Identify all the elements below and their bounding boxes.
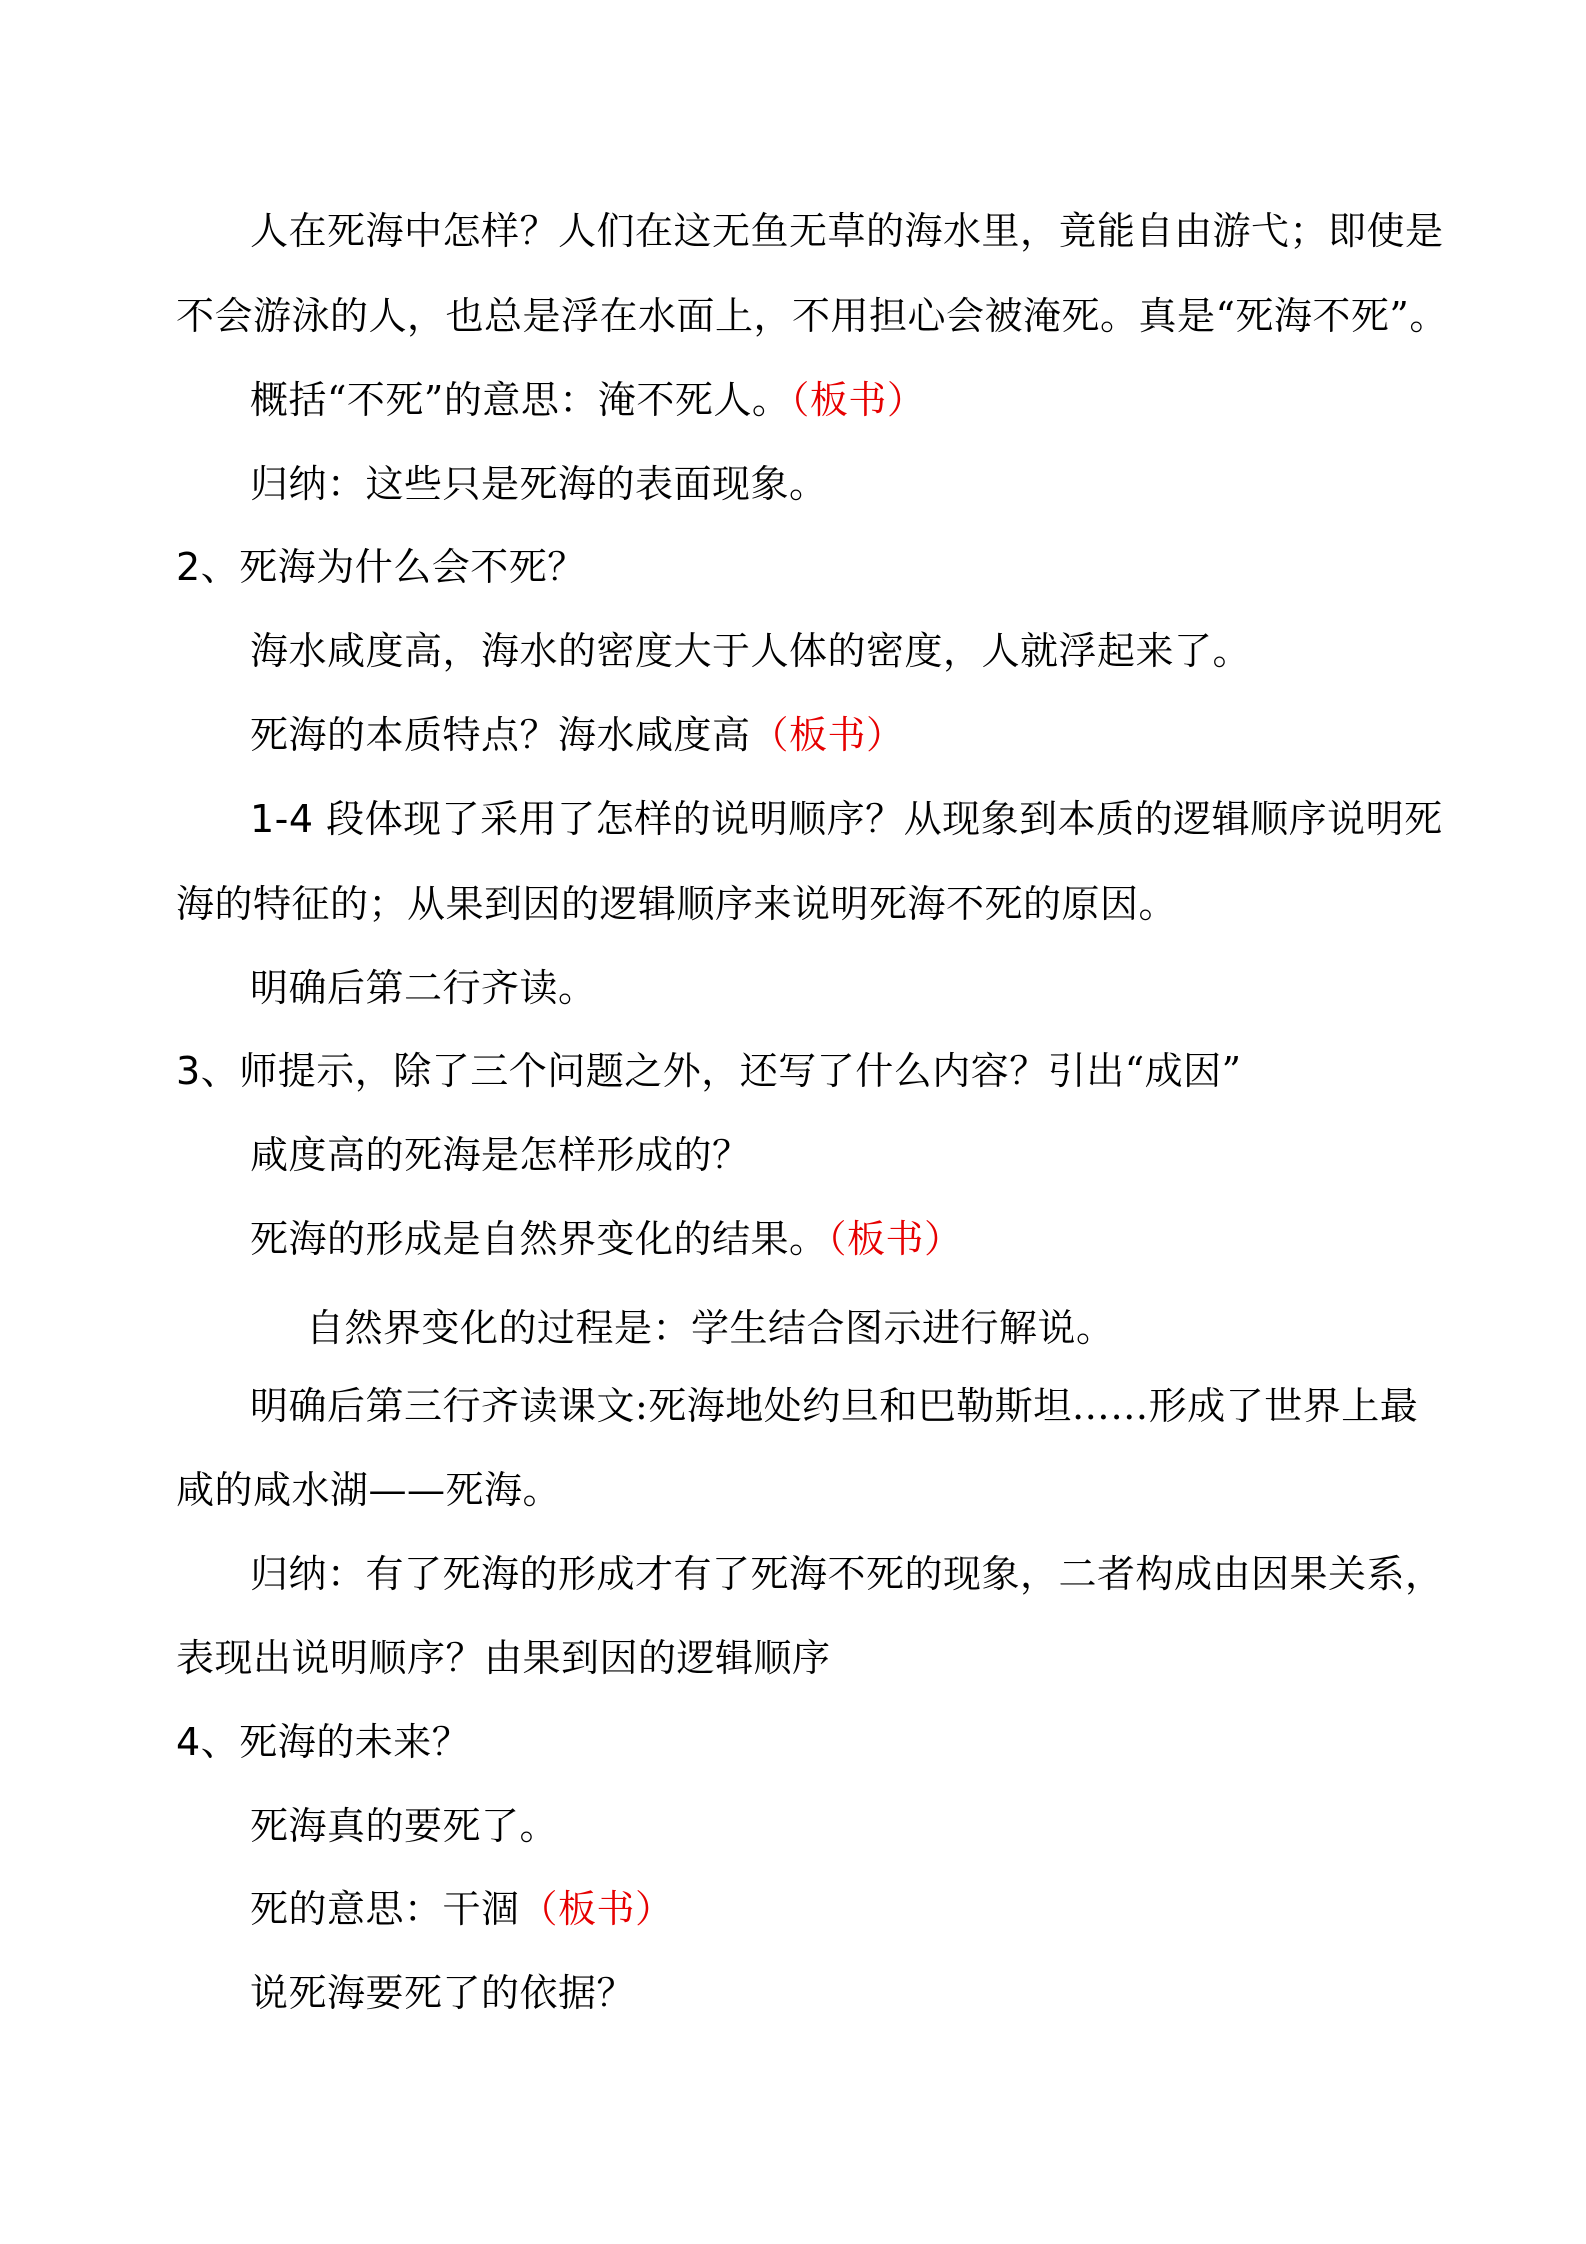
paragraph-line: [250, 1215, 963, 1263]
paragraph-line: [250, 1131, 751, 1179]
text: 段体现了采用了怎样的说明顺序？从现象到本质的逻辑顺序说明死: [326, 797, 1443, 841]
paragraph-line: [250, 207, 1444, 255]
text: 、死海的未来？: [200, 1720, 471, 1764]
paragraph-line: [176, 292, 1448, 340]
text: 概括“不死”的意思：淹不死人。: [250, 378, 791, 422]
text: 、师提示，除了三个问题之外，还写了什么内容？引出“成因”: [200, 1049, 1242, 1093]
board-note: （板书）: [790, 378, 926, 422]
section-heading: [176, 1047, 1242, 1095]
paragraph-line: [250, 964, 597, 1012]
section-number: 2: [176, 545, 201, 589]
text: 海的特征的；从果到因的逻辑顺序来说明死海不死的原因。: [176, 882, 1178, 926]
text: 死的意思：干涸: [250, 1887, 520, 1931]
text: 海水咸度高，海水的密度大于人体的密度，人就浮起来了。: [250, 629, 1252, 673]
board-note: （板书）: [827, 1217, 963, 1261]
paragraph-line: [176, 1466, 561, 1514]
section-number: 3: [176, 1049, 201, 1093]
paragraph-line: [250, 1802, 558, 1850]
paragraph-line: [250, 1885, 674, 1933]
text: 咸度高的死海是怎样形成的？: [250, 1133, 751, 1177]
paragraph-line: [250, 627, 1251, 675]
paragraph-line: [250, 1969, 635, 2017]
paragraph-line: [250, 711, 905, 759]
text: 归纳：这些只是死海的表面现象。: [250, 462, 828, 506]
section-number: 4: [176, 1720, 201, 1764]
board-note: （板书）: [519, 1887, 674, 1931]
text: 死海的本质特点？海水咸度高: [250, 713, 751, 757]
text: 人在死海中怎样？人们在这无鱼无草的海水里，竟能自由游弋；即使是: [250, 209, 1444, 253]
paragraph-line: [176, 1634, 831, 1682]
paragraph-line: [250, 795, 1443, 843]
text: 说死海要死了的依据？: [250, 1971, 636, 2015]
text: 咸的咸水湖——死海。: [176, 1468, 562, 1512]
paragraph-range: 1-4: [250, 797, 314, 841]
text: 明确后第二行齐读。: [250, 966, 597, 1010]
paragraph-line: [250, 1382, 1418, 1430]
text: 表现出说明顺序？由果到因的逻辑顺序: [176, 1636, 831, 1680]
text: 死海的形成是自然界变化的结果。: [250, 1217, 828, 1261]
text: 自然界变化的过程是：学生结合图示进行解说。: [306, 1306, 1115, 1350]
paragraph-line: [250, 376, 925, 424]
paragraph-line: [306, 1304, 1115, 1352]
section-heading: [176, 1718, 470, 1766]
paragraph-line: [176, 880, 1177, 928]
text: 归纳：有了死海的形成才有了死海不死的现象，二者构成由因果关系，: [250, 1552, 1444, 1596]
text: 、死海为什么会不死？: [200, 545, 586, 589]
text: 不会游泳的人，也总是浮在水面上，不用担心会被淹死。真是“死海不死”。: [176, 294, 1448, 338]
paragraph-line: [250, 1550, 1444, 1598]
text: 明确后第三行齐读课文:死海地处约旦和巴勒斯坦……形成了世界上最: [250, 1384, 1419, 1428]
board-note: （板书）: [750, 713, 905, 757]
paragraph-line: [250, 460, 828, 508]
section-heading: [176, 543, 586, 591]
text: 死海真的要死了。: [250, 1804, 559, 1848]
